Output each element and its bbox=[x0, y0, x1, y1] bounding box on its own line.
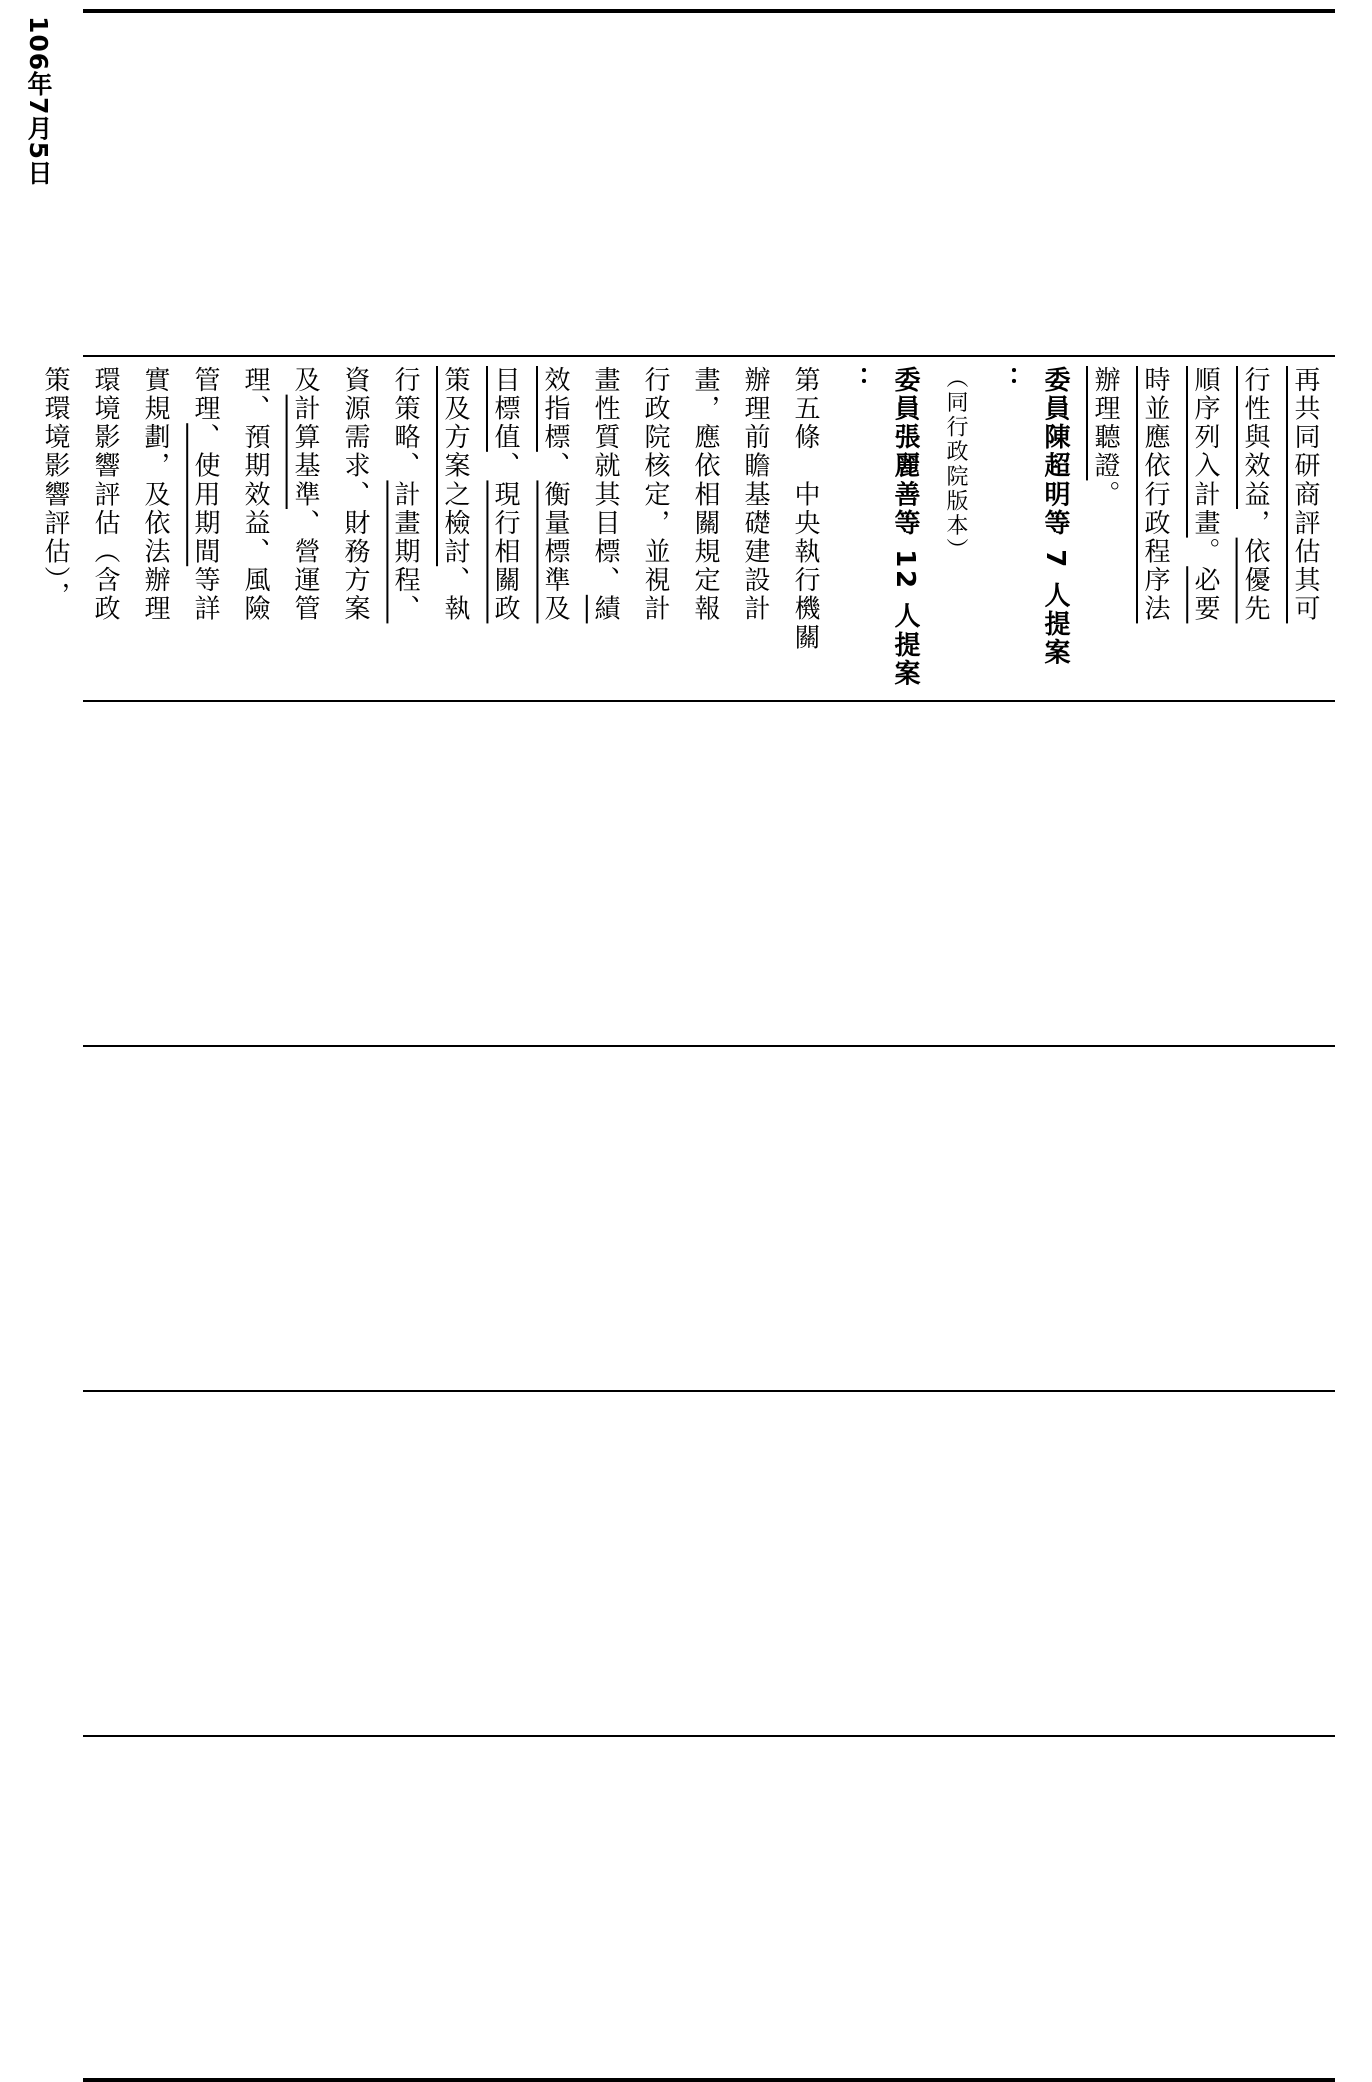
row-divider-1 bbox=[83, 355, 1335, 357]
text-line: 順序列入計畫。必要 bbox=[1190, 366, 1220, 624]
proposal-colon: ： bbox=[840, 366, 870, 395]
article-line: 畫，應依相關規定報 bbox=[690, 366, 720, 624]
text-line: 辦理聽證。 bbox=[1090, 366, 1120, 510]
article-line: 管理、使用期間等詳 bbox=[190, 366, 220, 624]
bill-text-cell bbox=[40, 366, 1330, 706]
article-line: 策及方案之檢討、執 bbox=[440, 366, 470, 624]
row-divider-5 bbox=[83, 1735, 1335, 1737]
article-line: 及計算基準、營運管 bbox=[290, 366, 320, 624]
article-line: 行政院核定，並視計 bbox=[640, 366, 670, 624]
top-border bbox=[83, 9, 1335, 13]
article-line: 效指標、衡量標準及 bbox=[540, 366, 570, 624]
proposal-note: （同行政院版本） bbox=[943, 366, 968, 563]
bottom-border bbox=[83, 2078, 1335, 2082]
article-line: 策環境影響評估）， bbox=[40, 366, 70, 611]
text-line: 時並應依行政程序法 bbox=[1140, 366, 1170, 624]
article-line: 行策略、計畫期程、 bbox=[390, 366, 420, 624]
article-line: 資源需求、財務方案 bbox=[340, 366, 370, 624]
article-line: 環境影響評估（含政 bbox=[90, 366, 120, 624]
article-line: 辦理前瞻基礎建設計 bbox=[740, 366, 770, 624]
row-divider-4 bbox=[83, 1390, 1335, 1392]
page-date: 106年7月5日 bbox=[24, 16, 53, 186]
article-line: 理、預期效益、風險 bbox=[240, 366, 270, 624]
text-line: 行性與效益，依優先 bbox=[1240, 366, 1270, 624]
row-divider-3 bbox=[83, 1045, 1335, 1047]
text-line: 再共同研商評估其可 bbox=[1290, 366, 1320, 624]
proposal-colon: ： bbox=[990, 366, 1020, 395]
article-line: 第五條 中央執行機關 bbox=[790, 366, 820, 652]
article-line: 實規劃，及依法辦理 bbox=[140, 366, 170, 624]
article-line: 畫性質就其目標、績 bbox=[590, 366, 620, 624]
proposal-heading: 委員陳超明等 7 人提案 bbox=[1040, 366, 1070, 668]
proposal-heading: 委員張麗善等 12 人提案 bbox=[890, 366, 920, 689]
article-line: 目標值、現行相關政 bbox=[490, 366, 520, 624]
